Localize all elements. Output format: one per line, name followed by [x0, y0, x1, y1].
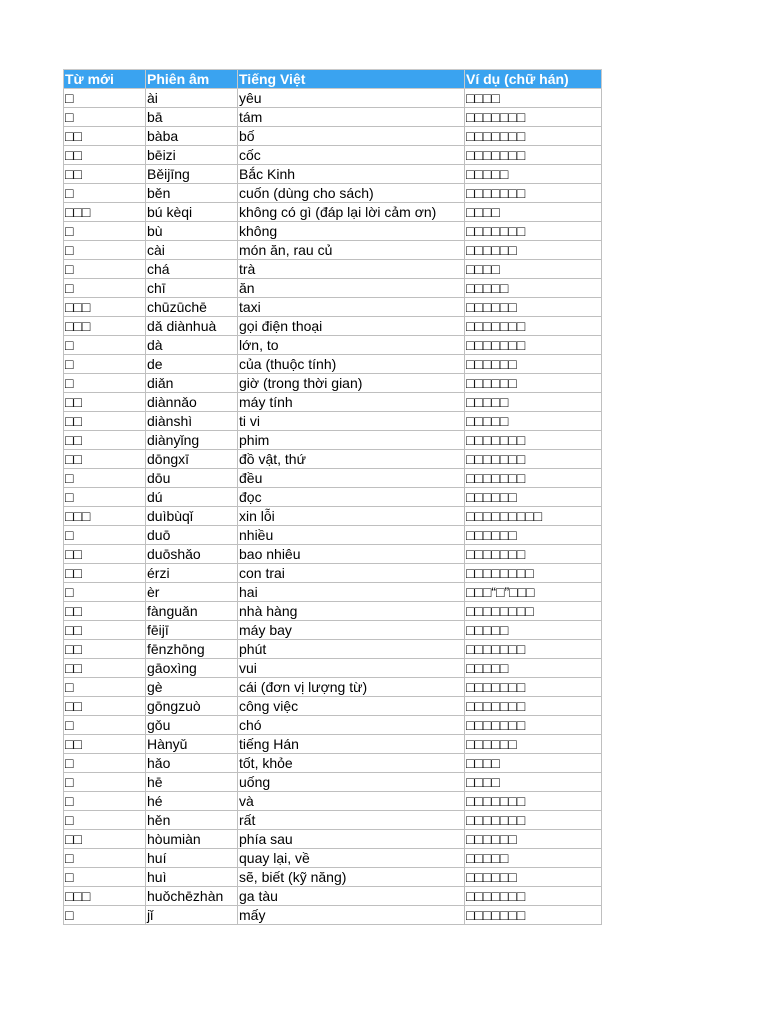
- table-row: [64, 127, 602, 146]
- example-cell: □□□□□□□: [465, 431, 602, 450]
- example-cell: □□□□□□□: [465, 640, 602, 659]
- pinyin-cell: èr: [146, 583, 238, 602]
- example-cell: □□□□□□□: [465, 697, 602, 716]
- table-row: [64, 583, 602, 602]
- meaning-cell: phút: [238, 640, 465, 659]
- header-vietnamese: Tiếng Việt: [238, 70, 465, 89]
- word-cell: □: [64, 374, 146, 393]
- table-row: [64, 602, 602, 621]
- word-cell: □: [64, 678, 146, 697]
- meaning-cell: yêu: [238, 89, 465, 108]
- pinyin-cell: huǒchēzhàn: [146, 887, 238, 906]
- meaning-cell: đều: [238, 469, 465, 488]
- meaning-cell: công việc: [238, 697, 465, 716]
- example-cell: □□□□□: [465, 659, 602, 678]
- word-cell: □: [64, 108, 146, 127]
- table-row: [64, 564, 602, 583]
- pinyin-cell: fēijī: [146, 621, 238, 640]
- example-cell: □□□□□□□: [465, 146, 602, 165]
- pinyin-cell: dà: [146, 336, 238, 355]
- table-row: [64, 526, 602, 545]
- table-row: [64, 108, 602, 127]
- pinyin-cell: bù: [146, 222, 238, 241]
- example-cell: □□□□□□□: [465, 127, 602, 146]
- word-cell: □: [64, 222, 146, 241]
- meaning-cell: đồ vật, thứ: [238, 450, 465, 469]
- table-row: [64, 887, 602, 906]
- vocabulary-body: [64, 89, 602, 925]
- pinyin-cell: fēnzhōng: [146, 640, 238, 659]
- meaning-cell: uống: [238, 773, 465, 792]
- word-cell: □□: [64, 602, 146, 621]
- pinyin-cell: bēizi: [146, 146, 238, 165]
- pinyin-cell: chá: [146, 260, 238, 279]
- pinyin-cell: hē: [146, 773, 238, 792]
- word-cell: □□: [64, 735, 146, 754]
- meaning-cell: ăn: [238, 279, 465, 298]
- example-cell: □□□□: [465, 754, 602, 773]
- example-cell: □□□□□□: [465, 241, 602, 260]
- example-cell: □□□□□□□: [465, 887, 602, 906]
- word-cell: □: [64, 89, 146, 108]
- meaning-cell: ga tàu: [238, 887, 465, 906]
- table-row: [64, 621, 602, 640]
- example-cell: □□□□□□: [465, 526, 602, 545]
- pinyin-cell: dōu: [146, 469, 238, 488]
- meaning-cell: máy tính: [238, 393, 465, 412]
- word-cell: □: [64, 906, 146, 925]
- pinyin-cell: de: [146, 355, 238, 374]
- table-row: [64, 507, 602, 526]
- pinyin-cell: diànyǐng: [146, 431, 238, 450]
- pinyin-cell: dǎ diànhuà: [146, 317, 238, 336]
- pinyin-cell: fànguǎn: [146, 602, 238, 621]
- table-row: [64, 184, 602, 203]
- meaning-cell: bố: [238, 127, 465, 146]
- word-cell: □: [64, 811, 146, 830]
- meaning-cell: tiếng Hán: [238, 735, 465, 754]
- meaning-cell: con trai: [238, 564, 465, 583]
- pinyin-cell: hé: [146, 792, 238, 811]
- meaning-cell: Bắc Kinh: [238, 165, 465, 184]
- meaning-cell: hai: [238, 583, 465, 602]
- table-row: [64, 298, 602, 317]
- example-cell: □□□□□□□: [465, 450, 602, 469]
- example-cell: □□□□□□□: [465, 184, 602, 203]
- table-row: [64, 450, 602, 469]
- meaning-cell: phim: [238, 431, 465, 450]
- pinyin-cell: bú kèqi: [146, 203, 238, 222]
- table-row: [64, 146, 602, 165]
- meaning-cell: cốc: [238, 146, 465, 165]
- example-cell: □□□□□□□: [465, 678, 602, 697]
- word-cell: □□: [64, 830, 146, 849]
- table-row: [64, 165, 602, 184]
- example-cell: □□□□□□□□: [465, 602, 602, 621]
- meaning-cell: nhà hàng: [238, 602, 465, 621]
- example-cell: □□□□□□□: [465, 906, 602, 925]
- word-cell: □□: [64, 450, 146, 469]
- table-row: [64, 849, 602, 868]
- table-row: [64, 640, 602, 659]
- example-cell: □□□□□□□: [465, 716, 602, 735]
- example-cell: □□□□: [465, 260, 602, 279]
- example-cell: □□□□□□: [465, 830, 602, 849]
- pinyin-cell: dú: [146, 488, 238, 507]
- example-cell: □□□□□: [465, 621, 602, 640]
- example-cell: □□□□□□: [465, 488, 602, 507]
- word-cell: □: [64, 488, 146, 507]
- meaning-cell: mấy: [238, 906, 465, 925]
- pinyin-cell: huì: [146, 868, 238, 887]
- pinyin-cell: duōshǎo: [146, 545, 238, 564]
- word-cell: □: [64, 754, 146, 773]
- word-cell: □: [64, 868, 146, 887]
- meaning-cell: ti vi: [238, 412, 465, 431]
- table-row: [64, 222, 602, 241]
- meaning-cell: taxi: [238, 298, 465, 317]
- word-cell: □: [64, 241, 146, 260]
- example-cell: □□□□□: [465, 279, 602, 298]
- pinyin-cell: huí: [146, 849, 238, 868]
- word-cell: □□: [64, 146, 146, 165]
- example-cell: □□□□□□: [465, 298, 602, 317]
- table-row: [64, 469, 602, 488]
- pinyin-cell: érzi: [146, 564, 238, 583]
- word-cell: □: [64, 583, 146, 602]
- table-row: [64, 412, 602, 431]
- pinyin-cell: gǒu: [146, 716, 238, 735]
- pinyin-cell: hǎo: [146, 754, 238, 773]
- word-cell: □: [64, 526, 146, 545]
- meaning-cell: lớn, to: [238, 336, 465, 355]
- meaning-cell: món ăn, rau củ: [238, 241, 465, 260]
- meaning-cell: trà: [238, 260, 465, 279]
- table-row: [64, 488, 602, 507]
- table-row: [64, 203, 602, 222]
- pinyin-cell: ài: [146, 89, 238, 108]
- word-cell: □□: [64, 165, 146, 184]
- table-row: [64, 355, 602, 374]
- word-cell: □: [64, 355, 146, 374]
- table-row: [64, 89, 602, 108]
- pinyin-cell: jǐ: [146, 906, 238, 925]
- word-cell: □□: [64, 393, 146, 412]
- word-cell: □□: [64, 412, 146, 431]
- word-cell: □: [64, 849, 146, 868]
- meaning-cell: sẽ, biết (kỹ năng): [238, 868, 465, 887]
- example-cell: □□□□□□□: [465, 811, 602, 830]
- word-cell: □: [64, 260, 146, 279]
- example-cell: □□□□□□□□□: [465, 507, 602, 526]
- pinyin-cell: Hànyǔ: [146, 735, 238, 754]
- word-cell: □: [64, 184, 146, 203]
- meaning-cell: vui: [238, 659, 465, 678]
- pinyin-cell: cài: [146, 241, 238, 260]
- example-cell: □□□□: [465, 89, 602, 108]
- pinyin-cell: bā: [146, 108, 238, 127]
- pinyin-cell: gōngzuò: [146, 697, 238, 716]
- pinyin-cell: gāoxìng: [146, 659, 238, 678]
- example-cell: □□□□: [465, 773, 602, 792]
- word-cell: □□: [64, 431, 146, 450]
- meaning-cell: tốt, khỏe: [238, 754, 465, 773]
- word-cell: □□: [64, 564, 146, 583]
- table-row: [64, 754, 602, 773]
- pinyin-cell: dōngxī: [146, 450, 238, 469]
- meaning-cell: rất: [238, 811, 465, 830]
- table-row: [64, 906, 602, 925]
- table-row: [64, 735, 602, 754]
- table-row: [64, 716, 602, 735]
- word-cell: □□□: [64, 298, 146, 317]
- example-cell: □□□□□: [465, 412, 602, 431]
- word-cell: □: [64, 279, 146, 298]
- table-row: [64, 317, 602, 336]
- table-row: [64, 678, 602, 697]
- table-row: [64, 393, 602, 412]
- pinyin-cell: bàba: [146, 127, 238, 146]
- word-cell: □□: [64, 545, 146, 564]
- meaning-cell: đọc: [238, 488, 465, 507]
- meaning-cell: cuốn (dùng cho sách): [238, 184, 465, 203]
- table-row: [64, 336, 602, 355]
- example-cell: □□□□□□□: [465, 317, 602, 336]
- pinyin-cell: Běijīng: [146, 165, 238, 184]
- pinyin-cell: hòumiàn: [146, 830, 238, 849]
- word-cell: □□□: [64, 887, 146, 906]
- example-cell: □□□□□□□: [465, 545, 602, 564]
- word-cell: □□: [64, 697, 146, 716]
- meaning-cell: gọi điện thoại: [238, 317, 465, 336]
- pinyin-cell: chūzūchē: [146, 298, 238, 317]
- word-cell: □□□: [64, 507, 146, 526]
- header-pinyin: Phiên âm: [146, 70, 238, 89]
- pinyin-cell: chī: [146, 279, 238, 298]
- word-cell: □□: [64, 640, 146, 659]
- pinyin-cell: diànshì: [146, 412, 238, 431]
- meaning-cell: máy bay: [238, 621, 465, 640]
- example-cell: □□□□□□□: [465, 469, 602, 488]
- meaning-cell: cái (đơn vị lượng từ): [238, 678, 465, 697]
- meaning-cell: chó: [238, 716, 465, 735]
- pinyin-cell: duō: [146, 526, 238, 545]
- pinyin-cell: hěn: [146, 811, 238, 830]
- pinyin-cell: duìbùqǐ: [146, 507, 238, 526]
- example-cell: □□□□□□: [465, 868, 602, 887]
- example-cell: □□□□: [465, 203, 602, 222]
- table-row: [64, 792, 602, 811]
- pinyin-cell: gè: [146, 678, 238, 697]
- meaning-cell: nhiều: [238, 526, 465, 545]
- header-row: [64, 70, 602, 89]
- table-row: [64, 830, 602, 849]
- table-row: [64, 545, 602, 564]
- word-cell: □□□: [64, 317, 146, 336]
- word-cell: □□□: [64, 203, 146, 222]
- word-cell: □: [64, 792, 146, 811]
- meaning-cell: và: [238, 792, 465, 811]
- example-cell: □□□□□: [465, 165, 602, 184]
- table-row: [64, 868, 602, 887]
- meaning-cell: bao nhiêu: [238, 545, 465, 564]
- pinyin-cell: diànnǎo: [146, 393, 238, 412]
- example-cell: □□□□□□: [465, 374, 602, 393]
- word-cell: □□: [64, 659, 146, 678]
- header-new-word: Từ mới: [64, 70, 146, 89]
- meaning-cell: xin lỗi: [238, 507, 465, 526]
- table-row: [64, 659, 602, 678]
- word-cell: □: [64, 336, 146, 355]
- example-cell: □□□□□□□: [465, 792, 602, 811]
- word-cell: □: [64, 469, 146, 488]
- table-row: [64, 697, 602, 716]
- word-cell: □: [64, 716, 146, 735]
- table-row: [64, 811, 602, 830]
- word-cell: □: [64, 773, 146, 792]
- word-cell: □□: [64, 621, 146, 640]
- table-row: [64, 431, 602, 450]
- word-cell: □□: [64, 127, 146, 146]
- example-cell: □□□□□: [465, 393, 602, 412]
- example-cell: □□□□□: [465, 849, 602, 868]
- meaning-cell: tám: [238, 108, 465, 127]
- table-row: [64, 773, 602, 792]
- vocabulary-table: [63, 69, 602, 925]
- table-row: [64, 241, 602, 260]
- pinyin-cell: diǎn: [146, 374, 238, 393]
- example-cell: □□□□□□□: [465, 222, 602, 241]
- example-cell: □□□□□□□: [465, 108, 602, 127]
- example-cell: □□□“□”□□□: [465, 583, 602, 602]
- table-row: [64, 279, 602, 298]
- example-cell: □□□□□□□: [465, 336, 602, 355]
- meaning-cell: phía sau: [238, 830, 465, 849]
- pinyin-cell: běn: [146, 184, 238, 203]
- meaning-cell: không: [238, 222, 465, 241]
- table-row: [64, 260, 602, 279]
- example-cell: □□□□□□□□: [465, 564, 602, 583]
- meaning-cell: không có gì (đáp lại lời cảm ơn): [238, 203, 465, 222]
- meaning-cell: giờ (trong thời gian): [238, 374, 465, 393]
- meaning-cell: quay lại, về: [238, 849, 465, 868]
- meaning-cell: của (thuộc tính): [238, 355, 465, 374]
- table-row: [64, 374, 602, 393]
- example-cell: □□□□□□: [465, 735, 602, 754]
- example-cell: □□□□□□: [465, 355, 602, 374]
- header-example: Ví dụ (chữ hán): [465, 70, 602, 89]
